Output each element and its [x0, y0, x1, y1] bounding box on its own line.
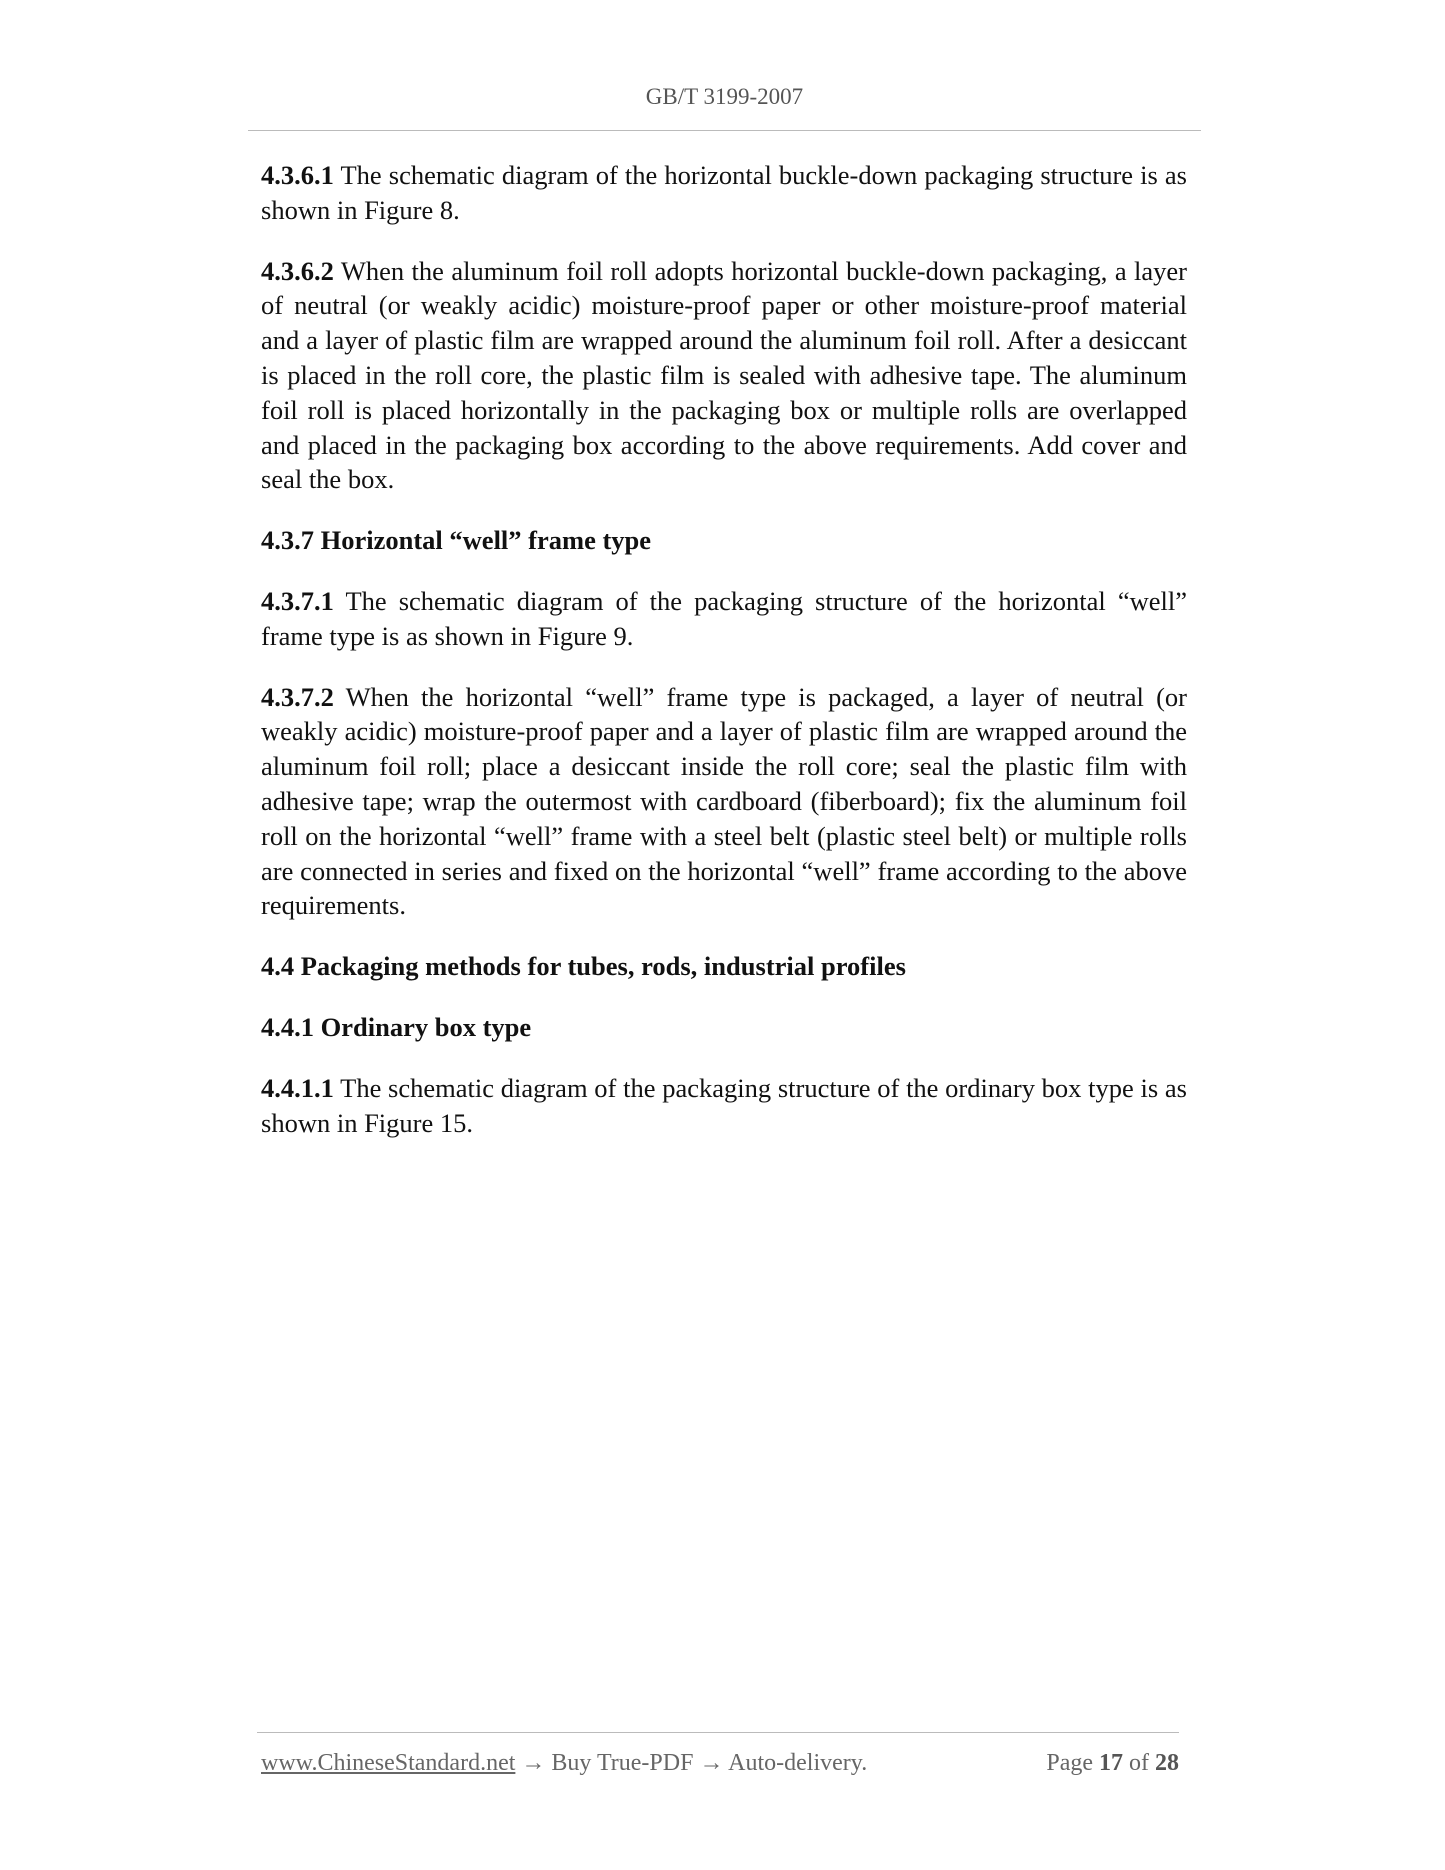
- page-body: [261, 158, 1187, 1166]
- clause-4-3-6-1: [261, 158, 1187, 228]
- clause-text: When the aluminum foil roll adopts horizontal buckle-down packaging, a layer of neutral (or weakly acidic) moisture-proof paper or other moisture-proof material and a layer of plastic film are wrapped around the aluminum foil roll. After a desiccant is placed in the roll core, the plastic film is sealed with adhesive tape. The aluminum foil roll is placed horizontally in the packaging box or multiple rolls are overlapped and placed in the packaging box according to the above requirements. Add cover and seal the box.: [261, 255, 1187, 495]
- clause-number: 4.3.7.1: [261, 585, 334, 616]
- clause-number: 4.3.6.1: [261, 160, 334, 190]
- running-header: GB/T 3199-2007: [645, 84, 804, 109]
- buy-pdf-text: Buy True-PDF: [551, 1750, 694, 1776]
- clause-4-3-7-2: [261, 680, 1187, 924]
- footer-divider: [257, 1732, 1179, 1733]
- clause-text: The schematic diagram of the horizontal buckle-down packaging structure is as shown in Figure 8.: [261, 160, 1187, 225]
- of-label: of: [1129, 1750, 1149, 1776]
- arrow-right-icon: →: [699, 1750, 724, 1776]
- section-heading-4-4-1: 4.4.1 Ordinary box type: [261, 1011, 532, 1042]
- section-heading-4-4: 4.4 Packaging methods for tubes, rods, industrial profiles: [261, 951, 906, 982]
- clause-number: 4.4.1.1: [261, 1072, 334, 1103]
- page-number: [1046, 1750, 1179, 1777]
- clause-4-3-6-2: [261, 254, 1187, 498]
- footer-promo: [261, 1750, 867, 1777]
- auto-delivery-text: Auto-delivery.: [728, 1750, 868, 1776]
- arrow-right-icon: →: [521, 1750, 546, 1776]
- clause-4-4-1-1: [261, 1071, 1187, 1141]
- section-heading-4-3-7: 4.3.7 Horizontal “well” frame type: [261, 525, 652, 556]
- page-label: Page: [1046, 1750, 1093, 1776]
- clause-text: When the horizontal “well” frame type is packaged, a layer of neutral (or weakly acidic) moisture-proof paper and a layer of plastic film are wrapped around the aluminum foil roll; place a desiccant inside the roll core; seal the plastic film with adhesive tape; wrap the outermost with cardboard (fiberboard); fix the aluminum foil roll on the horizontal “well” frame with a steel belt (plastic steel belt) or multiple rolls are connected in series and fixed on the horizontal “well” frame according to the above requirements.: [261, 681, 1187, 921]
- header-divider: [248, 130, 1201, 131]
- clause-4-3-7-1: [261, 584, 1187, 654]
- total-pages: 28: [1155, 1750, 1179, 1776]
- clause-number: 4.3.6.2: [261, 255, 334, 286]
- clause-text: The schematic diagram of the packaging structure of the ordinary box type is as shown in Figure 15.: [261, 1072, 1187, 1138]
- clause-text: The schematic diagram of the packaging structure of the horizontal “well” frame type is as shown in Figure 9.: [261, 585, 1187, 651]
- clause-number: 4.3.7.2: [261, 681, 334, 712]
- current-page: 17: [1099, 1750, 1123, 1776]
- website-link[interactable]: www.ChineseStandard.net: [261, 1750, 516, 1776]
